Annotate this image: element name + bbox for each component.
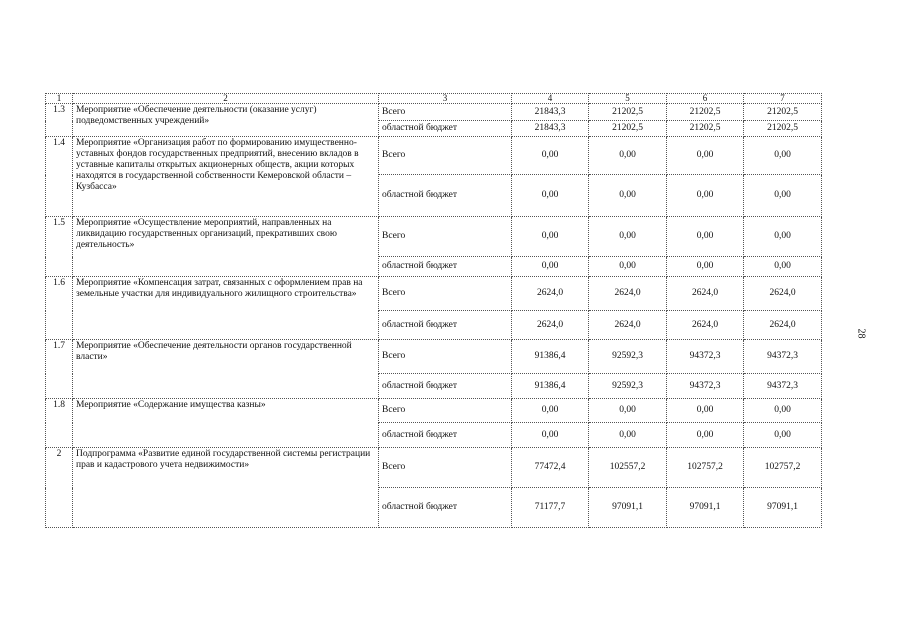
amount-cell: 0,00 [512,217,589,257]
row-number: 1.4 [46,137,73,217]
amount-cell: 92592,3 [589,374,667,399]
table-row [46,340,822,374]
amount-cell: 0,00 [744,423,822,448]
amount-cell: 97091,1 [667,488,744,528]
funding-source: областной бюджет [379,423,512,448]
amount-cell: 21202,5 [589,121,667,137]
amount-cell: 91386,4 [512,374,589,399]
amount-cell: 94372,3 [667,374,744,399]
funding-source: областной бюджет [379,374,512,399]
header-cell: 4 [512,94,589,104]
amount-cell: 0,00 [512,399,589,423]
amount-cell: 0,00 [589,175,667,217]
amount-cell: 2624,0 [589,311,667,340]
amount-cell: 0,00 [589,257,667,277]
funding-source: Всего [379,448,512,488]
funding-source: областной бюджет [379,311,512,340]
amount-cell: 0,00 [744,257,822,277]
amount-cell: 21843,3 [512,121,589,137]
amount-cell: 0,00 [744,399,822,423]
measure-name: Мероприятие «Содержание имущества казны» [73,399,379,448]
header-cell: 1 [46,94,73,104]
amount-cell: 2624,0 [667,277,744,311]
row-number: 2 [46,448,73,528]
amount-cell: 0,00 [589,423,667,448]
funding-source: областной бюджет [379,121,512,137]
measure-name: Мероприятие «Осуществление мероприятий, направленных на ликвидацию государственных организаций, прекративших свою деятельность» [73,217,379,277]
funding-source: Всего [379,104,512,121]
amount-cell: 0,00 [512,137,589,175]
amount-cell: 0,00 [744,217,822,257]
amount-cell: 21202,5 [744,121,822,137]
amount-cell: 21202,5 [589,104,667,121]
measure-name: Подпрограмма «Развитие единой государственной системы регистрации прав и кадастрового учета недвижимости» [73,448,379,528]
row-number: 1.6 [46,277,73,340]
measure-name: Мероприятие «Организация работ по формированию имущественно-уставных фондов государственных предприятий, внесению вкладов в уставные капиталы открытых акционерных обществ, акции которых находятся в государственной собственности Кемеровской области – Кузбасса» [73,137,379,217]
table-row [46,104,822,121]
amount-cell: 97091,1 [589,488,667,528]
row-number: 1.5 [46,217,73,277]
amount-cell: 0,00 [512,423,589,448]
row-number: 1.8 [46,399,73,448]
row-number: 1.7 [46,340,73,399]
amount-cell: 0,00 [667,257,744,277]
amount-cell: 91386,4 [512,340,589,374]
table-row [46,137,822,175]
table-row [46,448,822,488]
funding-source: Всего [379,217,512,257]
amount-cell: 21202,5 [667,104,744,121]
amount-cell: 21202,5 [667,121,744,137]
amount-cell: 102557,2 [589,448,667,488]
amount-cell: 21202,5 [744,104,822,121]
header-cell: 2 [73,94,379,104]
amount-cell: 21843,3 [512,104,589,121]
funding-source: областной бюджет [379,175,512,217]
amount-cell: 0,00 [744,175,822,217]
funding-source: Всего [379,277,512,311]
amount-cell: 0,00 [667,137,744,175]
amount-cell: 94372,3 [667,340,744,374]
amount-cell: 2624,0 [667,311,744,340]
table-row [46,277,822,311]
amount-cell: 0,00 [667,423,744,448]
amount-cell: 0,00 [589,137,667,175]
amount-cell: 0,00 [589,399,667,423]
measure-name: Мероприятие «Обеспечение деятельности органов государственной власти» [73,340,379,399]
amount-cell: 94372,3 [744,340,822,374]
amount-cell: 0,00 [667,217,744,257]
amount-cell: 0,00 [744,137,822,175]
funding-source: Всего [379,399,512,423]
header-cell: 6 [667,94,744,104]
amount-cell: 71177,7 [512,488,589,528]
header-cell: 7 [744,94,822,104]
amount-cell: 2624,0 [589,277,667,311]
measure-name: Мероприятие «Обеспечение деятельности (оказание услуг) подведомственных учреждений» [73,104,379,137]
header-row [46,94,822,104]
page-number: 28 [855,328,867,339]
budget-table [45,93,822,528]
row-number: 1.3 [46,104,73,137]
amount-cell: 2624,0 [744,277,822,311]
table-row [46,399,822,423]
funding-source: Всего [379,137,512,175]
amount-cell: 2624,0 [512,311,589,340]
amount-cell: 0,00 [667,175,744,217]
funding-source: областной бюджет [379,257,512,277]
amount-cell: 97091,1 [744,488,822,528]
amount-cell: 94372,3 [744,374,822,399]
amount-cell: 102757,2 [744,448,822,488]
amount-cell: 2624,0 [512,277,589,311]
amount-cell: 102757,2 [667,448,744,488]
header-cell: 5 [589,94,667,104]
amount-cell: 0,00 [667,399,744,423]
amount-cell: 0,00 [512,257,589,277]
amount-cell: 0,00 [589,217,667,257]
amount-cell: 0,00 [512,175,589,217]
amount-cell: 77472,4 [512,448,589,488]
amount-cell: 92592,3 [589,340,667,374]
measure-name: Мероприятие «Компенсация затрат, связанных с оформлением прав на земельные участки для индивидуального жилищного строительства» [73,277,379,340]
funding-source: областной бюджет [379,488,512,528]
table-row [46,217,822,257]
funding-source: Всего [379,340,512,374]
amount-cell: 2624,0 [744,311,822,340]
header-cell: 3 [379,94,512,104]
